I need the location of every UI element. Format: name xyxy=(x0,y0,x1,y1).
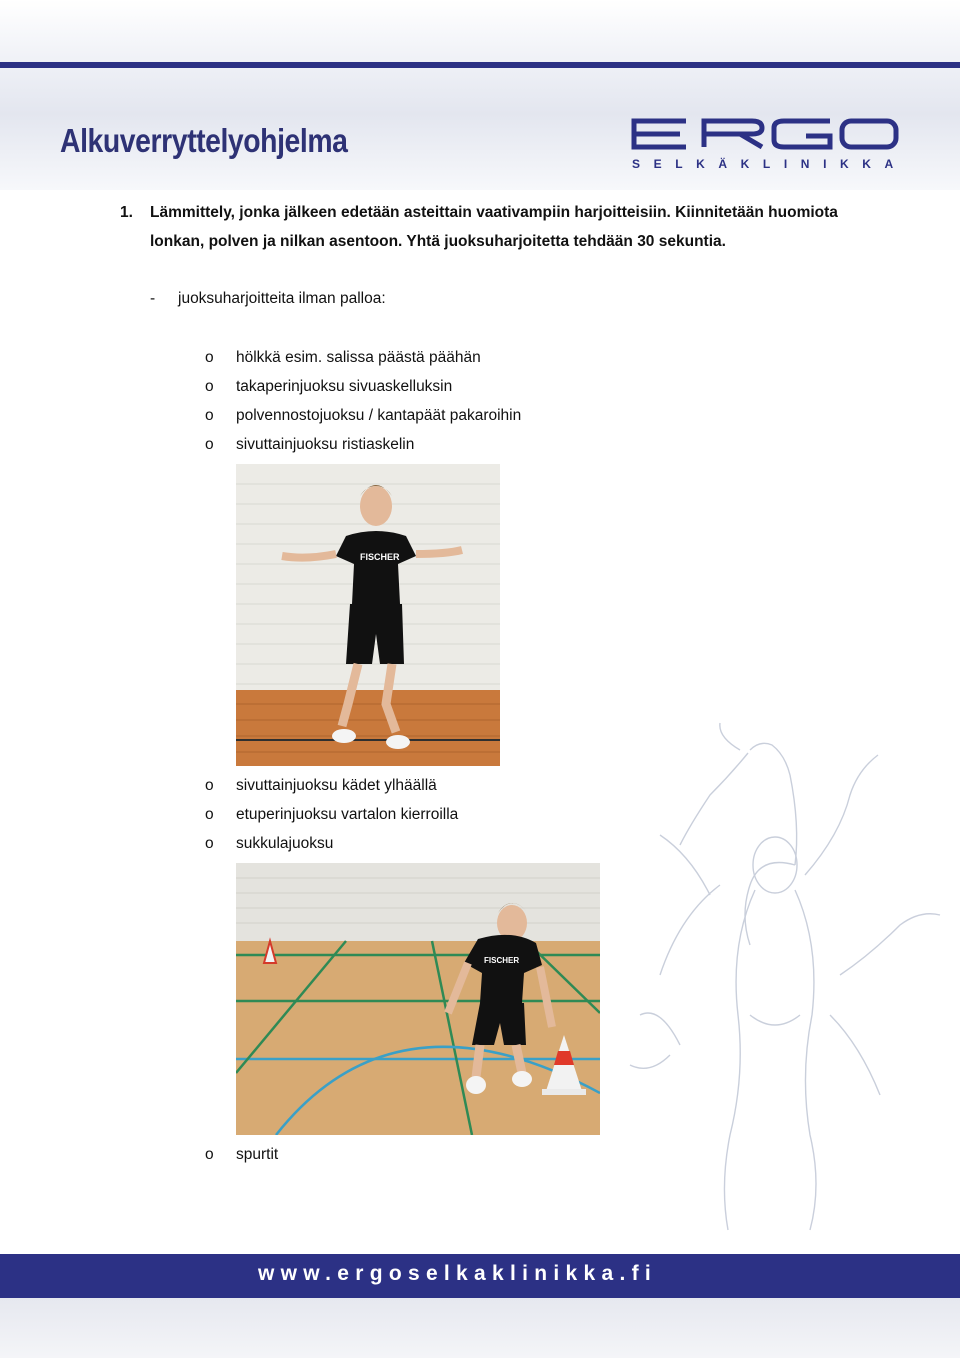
list-item-text: sivuttainjuoksu kädet ylhäällä xyxy=(236,777,437,794)
bullet: o xyxy=(205,777,214,794)
list-item-text: takaperinjuoksu sivuaskelluksin xyxy=(236,378,453,395)
exercise-photo-1 xyxy=(236,464,500,766)
shirt-print: FISCHER xyxy=(360,552,400,562)
background-figure-sketch xyxy=(600,715,960,1235)
bullet: o xyxy=(205,349,214,366)
section-heading xyxy=(150,290,386,308)
list-item-text: sukkulajuoksu xyxy=(236,835,334,852)
footer-website-link[interactable]: www.ergoselkaklinikka.fi xyxy=(258,1262,658,1285)
list-item-text: polvennostojuoksu / kantapäät pakaroihin xyxy=(236,407,522,424)
list-item-text: spurtit xyxy=(236,1146,279,1163)
page-title: Alkuverryttelyohjelma xyxy=(60,122,348,159)
bullet: o xyxy=(205,436,214,453)
bullet: o xyxy=(205,835,214,852)
logo-subtitle: SELKÄKLINIKKA xyxy=(632,157,907,171)
heading-text: juoksuharjoitteita ilman palloa: xyxy=(178,290,386,307)
bullet: o xyxy=(205,1146,214,1163)
bullet: o xyxy=(205,407,214,424)
exercise-photo-2 xyxy=(236,863,600,1135)
footer-background xyxy=(0,1298,960,1358)
header-rule xyxy=(0,62,960,68)
intro-text: Lämmittely, jonka jälkeen edetään asteittain vaativampiin harjoitteisiin. Kiinnitetään huomiota lonkan, polven ja nilkan asentoon. Yhtä juoksuharjoitetta tehdään 30 sekuntia. xyxy=(150,204,838,250)
bullet: o xyxy=(205,806,214,823)
intro-paragraph xyxy=(120,198,880,256)
list-item-text: etuperinjuoksu vartalon kierroilla xyxy=(236,806,459,823)
list-item-text: sivuttainjuoksu ristiaskelin xyxy=(236,436,415,453)
item-number: 1. xyxy=(120,204,133,221)
list-item-text: hölkkä esim. salissa päästä päähän xyxy=(236,349,481,366)
shirt-print: FISCHER xyxy=(484,956,520,965)
heading-dash: - xyxy=(150,290,156,307)
bullet: o xyxy=(205,378,214,395)
